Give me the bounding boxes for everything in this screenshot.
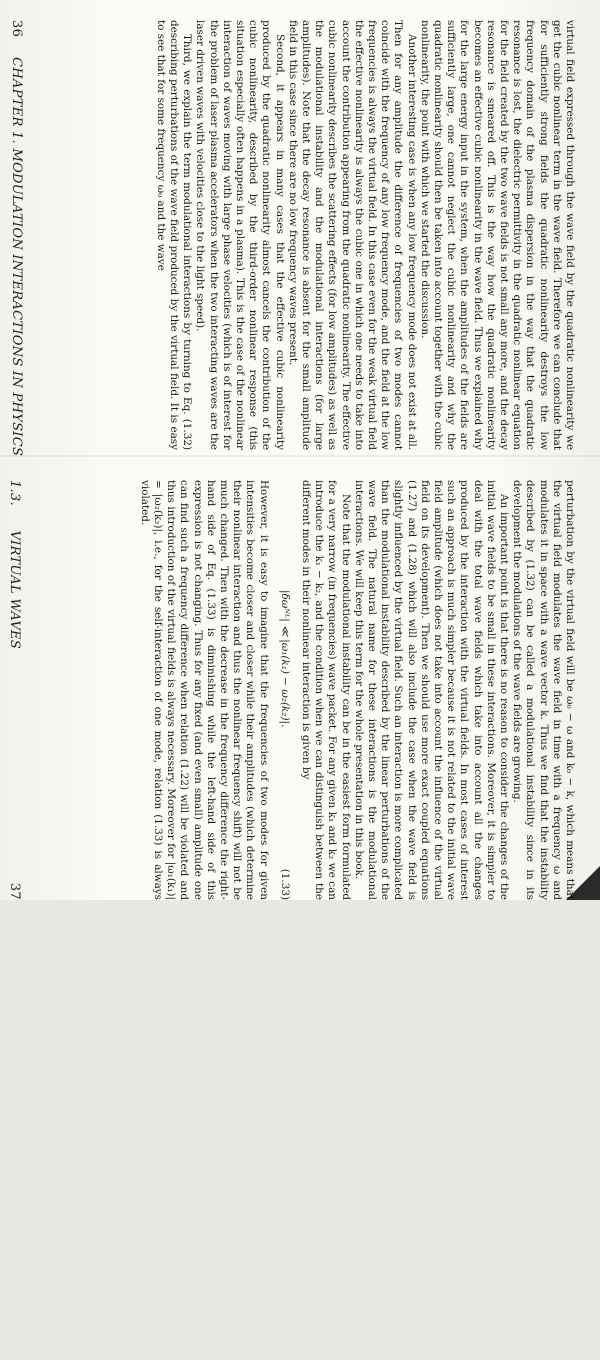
- paragraph: However, it is easy to imagine that the frequencies of two modes for given intensities become closer and closer while their amplitudes (which determine their nonlinear interaction and thus the nonlinear frequency shift) will not be much changed. Then with the decrease in the frequency difference the right-hand side of Eq. (1.33) is diminishing while the left-hand side of this expression is not changing. Thus for any fixed (and even small) amplitude one can find such a frequency difference when relation (1.22) will be violated and thus introduction of the virtual fields is always necessary. Moreover for |ω₁(k₁)| = |ω₂(k₂)|, i.e., for the self-interaction of one mode, relation (1.33) is always violated.: [138, 480, 270, 900]
- paragraph: Note that the modulational instability can be in the easiest form formulated for a very narrow (in frequencies) wave packet. For any given k₁ and k₂ we can introduce the k₁ − k₂, and the condition when we can distinguish between the different modes in their nonlinear interaction is given by: [299, 480, 352, 900]
- equation-1-33: [278, 480, 291, 900]
- right-page-number: 37: [7, 882, 23, 900]
- section-number: 1.3.: [7, 480, 23, 507]
- right-page-header: [4, 480, 26, 900]
- left-running-head: CHAPTER 1. MODULATION INTERACTIONS IN PHYSICS: [9, 57, 25, 457]
- paragraph: perturbation by the virtual field will be ω₀ − ω and k₀ − k, which means that the virtual field modulates the wave field in time with a frequency ω and modulates it in space with a wave vector k. Thus we find that the instability described by (1.32) can be called a modulational instability since in its development the modulations of the wave fields are growing.: [511, 480, 576, 900]
- right-running-head: VIRTUAL WAVES: [7, 530, 23, 650]
- paragraph: Second, it appears in many cases that the effective cubic nonlinearity produced by the quadratic nonlinearity almost cancels the contribution of the cubic nonlinearity, described by the third-order nonlinear response (this situation especially often happens in a plasma). This is the case of the nonlinear interaction of waves moving with large phase velocities (which is of interest for the problem of laser plasma accelerators when the two interacting waves are the laser driven waves with velocities close to the light speed).: [194, 20, 286, 450]
- left-page-number: 36: [9, 20, 25, 38]
- paragraph: virtual field expressed through the wave field by the quadratic nonlinearity we get the cubic nonlinear term in the wave field. Therefore we can conclude that for sufficiently strong fields the quadratic nonlinearity destroys the low frequency domain of the plasma dispersion in the way that the quadratic resonance is lost, the dielectric permittivity in the quadratic nonlinear equation for the field created by the two wave fields is not small any more, and the decay resonance is smeared off. This is the way how the quadratic nonlinearity becomes an effective cubic nonlinearity in the wave field. Thus we explained why for the large energy input in the system, when the amplitudes of the fields are sufficiently large, one cannot neglect the cubic nonlinearity and why the quadratic nonlinearity should then be taken into account together with the cubic nonlinearity, the point with which we started the discussion.: [418, 20, 576, 450]
- paragraph: Another interesting case is when any low frequency mode does not exist at all. Then for any amplitude the difference of frequencies of two modes cannot coincide with the frequency of any low frequency mode, and the field at the low frequencies is always the virtual field. In this case even for the weak virtual field the effective nonlinearity is always the cubic one in which one needs to take into account the contribution appearing from the quadratic nonlinearity. The effective cubic nonlinearity describes the scattering effects (for low amplitudes) as well as the modulational instability and the modulational interactions (for large amplitudes). Note that the decay resonance is absent for the small amplitude field in this case since there are no low frequency waves present.: [286, 20, 418, 450]
- paragraph: An important point is that there is no reason to consider the changes of the initial wave fields to be small in these interactions. Moreover, it is simpler to deal with the total wave fields which take into account all the changes produced by the interaction with the virtual fields. In most cases of interest such an approach is much simpler because it is not related to the initial wave field amplitude (which does not take into account the influence of the virtual field on its development). Then we should use more exact coupled equations (1.27) and (1.28) which will also include the case when the wave field is slightly influenced by the virtual field. Such an interaction is more complicated than the modulational instability described by the linear perturbations of the wave field. The natural name for these interactions is the modulational interactions. We will keep this term for the whole presentation in this book.: [352, 480, 510, 900]
- paragraph: Third, we explain the term modulational interactions by turning to Eq. (1.32) describing perturbations of the wave field produced by the virtual field. It is easy to see that for some frequency ω₀ and the wave: [154, 20, 194, 450]
- right-page-text: [28, 480, 576, 900]
- equation-expression: |δωᴺᴸ| ≪ |ω₁(k₁) − ω₂(k₂)|.: [278, 590, 291, 728]
- equation-number: (1.33): [278, 868, 291, 900]
